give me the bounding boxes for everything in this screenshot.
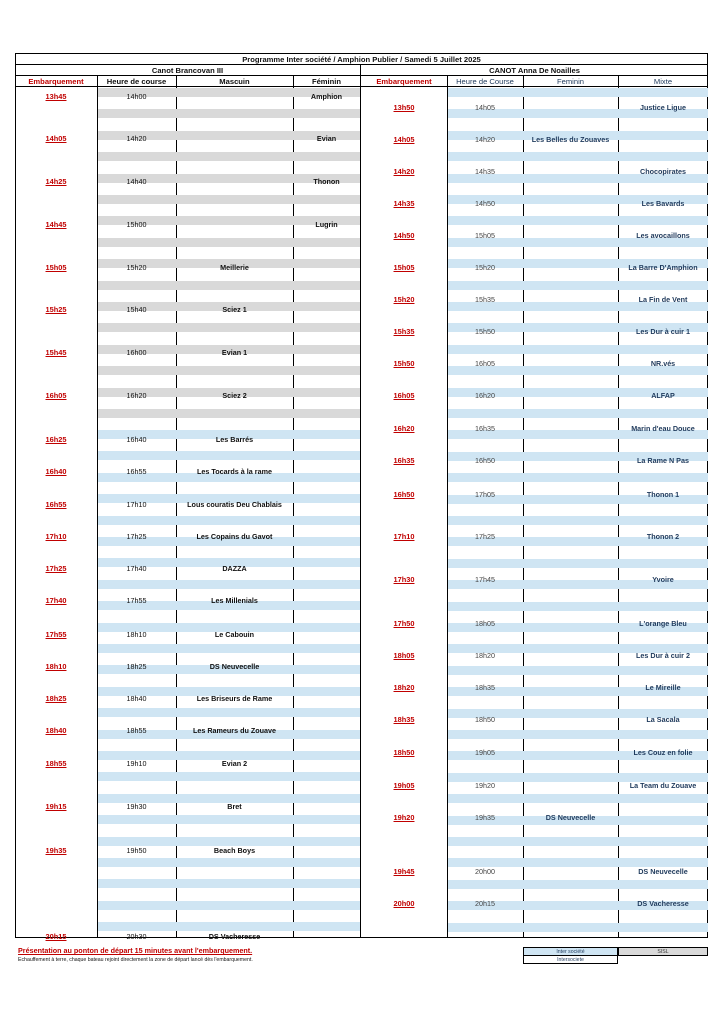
right-row-4-mixte: Les avocaillons	[636, 231, 690, 240]
right-blue-stripe	[448, 602, 708, 611]
left-blue-stripe	[98, 837, 360, 846]
right-row-4-heure: 15h05	[475, 231, 495, 240]
right-row-7-embarquement: 15h35	[393, 327, 415, 336]
left-blue-stripe	[98, 879, 360, 888]
left-row-16-masculin: Les Briseurs de Rame	[196, 694, 273, 703]
right-row-15-embarquement: 17h50	[393, 619, 415, 628]
left-row-13-embarquement: 17h40	[45, 596, 67, 605]
right-row-6-heure: 15h35	[475, 295, 495, 304]
right-row-23-heure: 20h15	[475, 899, 495, 908]
right-row-11-mixte: La Rame N Pas	[637, 456, 689, 465]
left-row-5-masculin: Sciez 1	[222, 305, 247, 314]
left-row-21-heure: 20h30	[126, 932, 147, 941]
right-row-20-heure: 19h20	[475, 781, 495, 790]
left-blue-stripe	[98, 772, 360, 781]
boat-divider	[15, 75, 708, 76]
left-row-4-heure: 15h20	[126, 263, 147, 272]
right-row-21-embarquement: 19h20	[393, 813, 415, 822]
right-blue-stripe	[448, 409, 708, 418]
left-row-15-heure: 18h25	[126, 662, 147, 671]
left-grey-stripe	[98, 281, 360, 290]
left-row-0-heure: 14h00	[126, 92, 147, 101]
center-divider	[360, 64, 361, 938]
left-row-7-heure: 16h20	[126, 391, 147, 400]
left-row-12-heure: 17h40	[126, 564, 147, 573]
right-row-16-mixte: Les Dur à cuir 2	[636, 651, 690, 660]
left-blue-stripe	[98, 516, 360, 525]
left-row-9-masculin: Les Tocards à la rame	[197, 467, 272, 476]
right-row-21-feminin: DS Neuvecelle	[545, 813, 596, 822]
right-row-14-embarquement: 17h30	[393, 575, 415, 584]
left-blue-stripe	[98, 815, 360, 824]
right-row-7-mixte: Les Dur à cuir 1	[636, 327, 690, 336]
right-blue-stripe	[448, 345, 708, 354]
right-row-14-heure: 17h45	[475, 575, 495, 584]
left-row-16-heure: 18h40	[126, 694, 147, 703]
left-row-6-masculin: Evian 1	[221, 348, 248, 357]
left-row-11-heure: 17h25	[126, 532, 147, 541]
right-row-9-embarquement: 16h05	[393, 391, 415, 400]
right-row-14-mixte: Yvoire	[652, 575, 674, 584]
left-row-14-masculin: Le Cabouin	[214, 630, 255, 639]
left-grey-stripe	[98, 195, 360, 204]
right-row-16-heure: 18h20	[475, 651, 495, 660]
left-col-header-0: Embarquement	[28, 77, 84, 86]
title-divider	[15, 64, 708, 65]
footer-note-echauffement: Echauffement à terre, chaque bateau rejoint directement la zone de départ lancé dès l'embarquement.	[18, 957, 253, 963]
right-row-17-embarquement: 18h20	[393, 683, 415, 692]
right-blue-stripe	[448, 559, 708, 568]
right-row-11-embarquement: 16h35	[393, 456, 415, 465]
right-row-13-heure: 17h25	[475, 532, 495, 541]
legend-intersociete: Intersociete	[523, 955, 618, 964]
left-row-1-heure: 14h20	[126, 134, 147, 143]
right-row-1-heure: 14h20	[475, 135, 495, 144]
right-row-11-heure: 16h50	[475, 456, 495, 465]
left-row-1-feminin: Evian	[316, 134, 337, 143]
left-row-19-embarquement: 19h15	[45, 802, 67, 811]
right-col-header-2: Feminin	[556, 77, 584, 86]
left-row-7-embarquement: 16h05	[45, 391, 67, 400]
right-row-23-mixte: DS Vacheresse	[637, 899, 689, 908]
right-blue-stripe	[448, 666, 708, 675]
left-row-0-feminin: Amphion	[310, 92, 343, 101]
left-row-2-embarquement: 14h25	[45, 177, 67, 186]
right-row-1-embarquement: 14h05	[393, 135, 415, 144]
left-blue-stripe	[98, 858, 360, 867]
left-row-21-masculin: DS Vacheresse	[208, 932, 261, 941]
left-row-3-feminin: Lugrin	[315, 220, 338, 229]
left-blue-stripe	[98, 580, 360, 589]
left-blue-stripe	[98, 708, 360, 717]
right-blue-stripe	[448, 837, 708, 846]
right-row-18-heure: 18h50	[475, 715, 495, 724]
right-row-13-embarquement: 17h10	[393, 532, 415, 541]
right-row-20-embarquement: 19h05	[393, 781, 415, 790]
right-row-8-heure: 16h05	[475, 359, 495, 368]
left-row-19-masculin: Bret	[227, 802, 242, 811]
left-row-2-feminin: Thonon	[313, 177, 340, 186]
left-row-14-embarquement: 17h55	[45, 630, 67, 639]
left-row-10-embarquement: 16h55	[45, 500, 67, 509]
left-grey-stripe	[98, 366, 360, 375]
left-row-9-heure: 16h55	[126, 467, 147, 476]
left-row-2-heure: 14h40	[126, 177, 147, 186]
right-row-19-mixte: Les Couz en folie	[633, 748, 693, 757]
page-title: Programme Inter société / Amphion Publier / Samedi 5 Juillet 2025	[242, 55, 481, 64]
right-row-21-heure: 19h35	[475, 813, 495, 822]
footer-note-presentation: Présentation au ponton de départ 15 minutes avant l'embarquement.	[18, 946, 253, 955]
left-row-18-embarquement: 18h55	[45, 759, 67, 768]
left-boat-title: Canot Brancovan III	[151, 66, 224, 75]
left-row-5-embarquement: 15h25	[45, 305, 67, 314]
right-blue-stripe	[448, 88, 708, 97]
left-row-20-masculin: Beach Boys	[213, 846, 256, 855]
right-boat-title: CANOT Anna De Noailles	[489, 66, 580, 75]
right-blue-stripe	[448, 516, 708, 525]
right-row-8-mixte: NR.vés	[650, 359, 676, 368]
left-grey-stripe	[98, 152, 360, 161]
right-blue-stripe	[448, 473, 708, 482]
right-row-10-mixte: Marin d'eau Douce	[631, 424, 695, 433]
right-row-19-heure: 19h05	[475, 748, 495, 757]
right-row-9-mixte: ALFAP	[651, 391, 675, 400]
left-row-8-heure: 16h40	[126, 435, 147, 444]
left-col-line-2	[293, 75, 294, 938]
right-blue-stripe	[448, 216, 708, 225]
right-blue-stripe	[448, 923, 708, 932]
left-grey-stripe	[98, 323, 360, 332]
right-row-6-embarquement: 15h20	[393, 295, 415, 304]
left-row-19-heure: 19h30	[126, 802, 147, 811]
left-row-3-heure: 15h00	[126, 220, 147, 229]
right-row-18-mixte: La Sacala	[646, 715, 680, 724]
left-blue-stripe	[98, 922, 360, 931]
right-row-3-heure: 14h50	[475, 199, 495, 208]
right-blue-stripe	[448, 281, 708, 290]
right-row-22-embarquement: 19h45	[393, 867, 415, 876]
left-grey-stripe	[98, 238, 360, 247]
left-col-header-3: Féminin	[311, 77, 342, 86]
right-row-9-heure: 16h20	[475, 391, 495, 400]
right-row-5-heure: 15h20	[475, 263, 495, 272]
right-row-0-heure: 14h05	[475, 103, 495, 112]
legend-sisl: SISL	[618, 947, 708, 956]
right-row-18-embarquement: 18h35	[393, 715, 415, 724]
right-col-header-3: Mixte	[653, 77, 673, 86]
right-row-10-heure: 16h35	[475, 424, 495, 433]
left-grey-stripe	[98, 409, 360, 418]
right-blue-stripe	[448, 152, 708, 161]
right-row-6-mixte: La Fin de Vent	[638, 295, 688, 304]
right-col-header-1: Heure de Course	[456, 77, 514, 86]
right-row-5-embarquement: 15h05	[393, 263, 415, 272]
left-row-9-embarquement: 16h40	[45, 467, 67, 476]
left-row-20-embarquement: 19h35	[45, 846, 67, 855]
right-blue-stripe	[448, 794, 708, 803]
right-col-header-0: Embarquement	[376, 77, 432, 86]
legend-inter-societe: Inter société	[523, 947, 618, 956]
left-col-header-1: Heure de course	[106, 77, 167, 86]
left-row-14-heure: 18h10	[126, 630, 147, 639]
header-divider	[15, 86, 708, 87]
left-row-5-heure: 15h40	[126, 305, 147, 314]
right-row-5-mixte: La Barre D'Amphion	[628, 263, 698, 272]
right-row-17-heure: 18h35	[475, 683, 495, 692]
left-blue-stripe	[98, 644, 360, 653]
left-row-0-embarquement: 13h45	[45, 92, 67, 101]
left-row-21-embarquement: 20h15	[45, 932, 67, 941]
right-row-3-embarquement: 14h35	[393, 199, 415, 208]
right-blue-stripe	[448, 880, 708, 889]
right-row-15-mixte: L'orange Bleu	[639, 619, 687, 628]
right-row-19-embarquement: 18h50	[393, 748, 415, 757]
right-row-3-mixte: Les Bavards	[641, 199, 685, 208]
right-col-line-1	[523, 75, 524, 938]
right-row-12-embarquement: 16h50	[393, 490, 415, 499]
left-row-12-embarquement: 17h25	[45, 564, 67, 573]
right-row-8-embarquement: 15h50	[393, 359, 415, 368]
left-row-11-embarquement: 17h10	[45, 532, 67, 541]
left-row-1-embarquement: 14h05	[45, 134, 67, 143]
left-row-8-masculin: Les Barrés	[215, 435, 254, 444]
right-row-10-embarquement: 16h20	[393, 424, 415, 433]
left-row-7-masculin: Sciez 2	[222, 391, 247, 400]
left-row-4-embarquement: 15h05	[45, 263, 67, 272]
left-row-20-heure: 19h50	[126, 846, 147, 855]
right-row-2-embarquement: 14h20	[393, 167, 415, 176]
right-row-15-heure: 18h05	[475, 619, 495, 628]
left-row-6-heure: 16h00	[126, 348, 147, 357]
right-row-0-embarquement: 13h50	[393, 103, 415, 112]
left-row-17-heure: 18h55	[126, 726, 147, 735]
left-row-18-masculin: Evian 2	[221, 759, 248, 768]
left-row-12-masculin: DAZZA	[222, 564, 247, 573]
right-row-7-heure: 15h50	[475, 327, 495, 336]
left-row-16-embarquement: 18h25	[45, 694, 67, 703]
right-row-22-heure: 20h00	[475, 867, 495, 876]
left-row-10-masculin: Lous couratis Deu Chablais	[187, 500, 282, 509]
left-row-13-heure: 17h55	[126, 596, 147, 605]
left-row-15-embarquement: 18h10	[45, 662, 67, 671]
right-row-2-heure: 14h35	[475, 167, 495, 176]
right-row-4-embarquement: 14h50	[393, 231, 415, 240]
right-row-13-mixte: Thonon 2	[646, 532, 680, 541]
left-blue-stripe	[98, 901, 360, 910]
right-row-16-embarquement: 18h05	[393, 651, 415, 660]
right-row-12-mixte: Thonon 1	[646, 490, 680, 499]
right-row-2-mixte: Chocopirates	[640, 167, 686, 176]
left-row-6-embarquement: 15h45	[45, 348, 67, 357]
left-row-4-masculin: Meillerie	[220, 263, 249, 272]
left-row-8-embarquement: 16h25	[45, 435, 67, 444]
right-row-20-mixte: La Team du Zouave	[629, 781, 697, 790]
left-row-10-heure: 17h10	[126, 500, 147, 509]
right-row-17-mixte: Le Mireille	[645, 683, 681, 692]
left-row-17-masculin: Les Rameurs du Zouave	[192, 726, 277, 735]
left-row-17-embarquement: 18h40	[45, 726, 67, 735]
left-row-11-masculin: Les Copains du Gavot	[196, 532, 273, 541]
right-blue-stripe	[448, 730, 708, 739]
right-row-12-heure: 17h05	[475, 490, 495, 499]
right-row-22-mixte: DS Neuvecelle	[638, 867, 688, 876]
right-row-0-mixte: Justice Ligue	[640, 103, 686, 112]
left-row-13-masculin: Les Millenials	[211, 596, 258, 605]
left-col-header-2: Mascuin	[219, 77, 250, 86]
right-row-1-feminin: Les Belles du Zouaves	[531, 135, 610, 144]
left-grey-stripe	[98, 109, 360, 118]
left-blue-stripe	[98, 451, 360, 460]
right-row-23-embarquement: 20h00	[393, 899, 415, 908]
left-row-18-heure: 19h10	[126, 759, 147, 768]
left-row-15-masculin: DS Neuvecelle	[209, 662, 260, 671]
left-row-3-embarquement: 14h45	[45, 220, 67, 229]
